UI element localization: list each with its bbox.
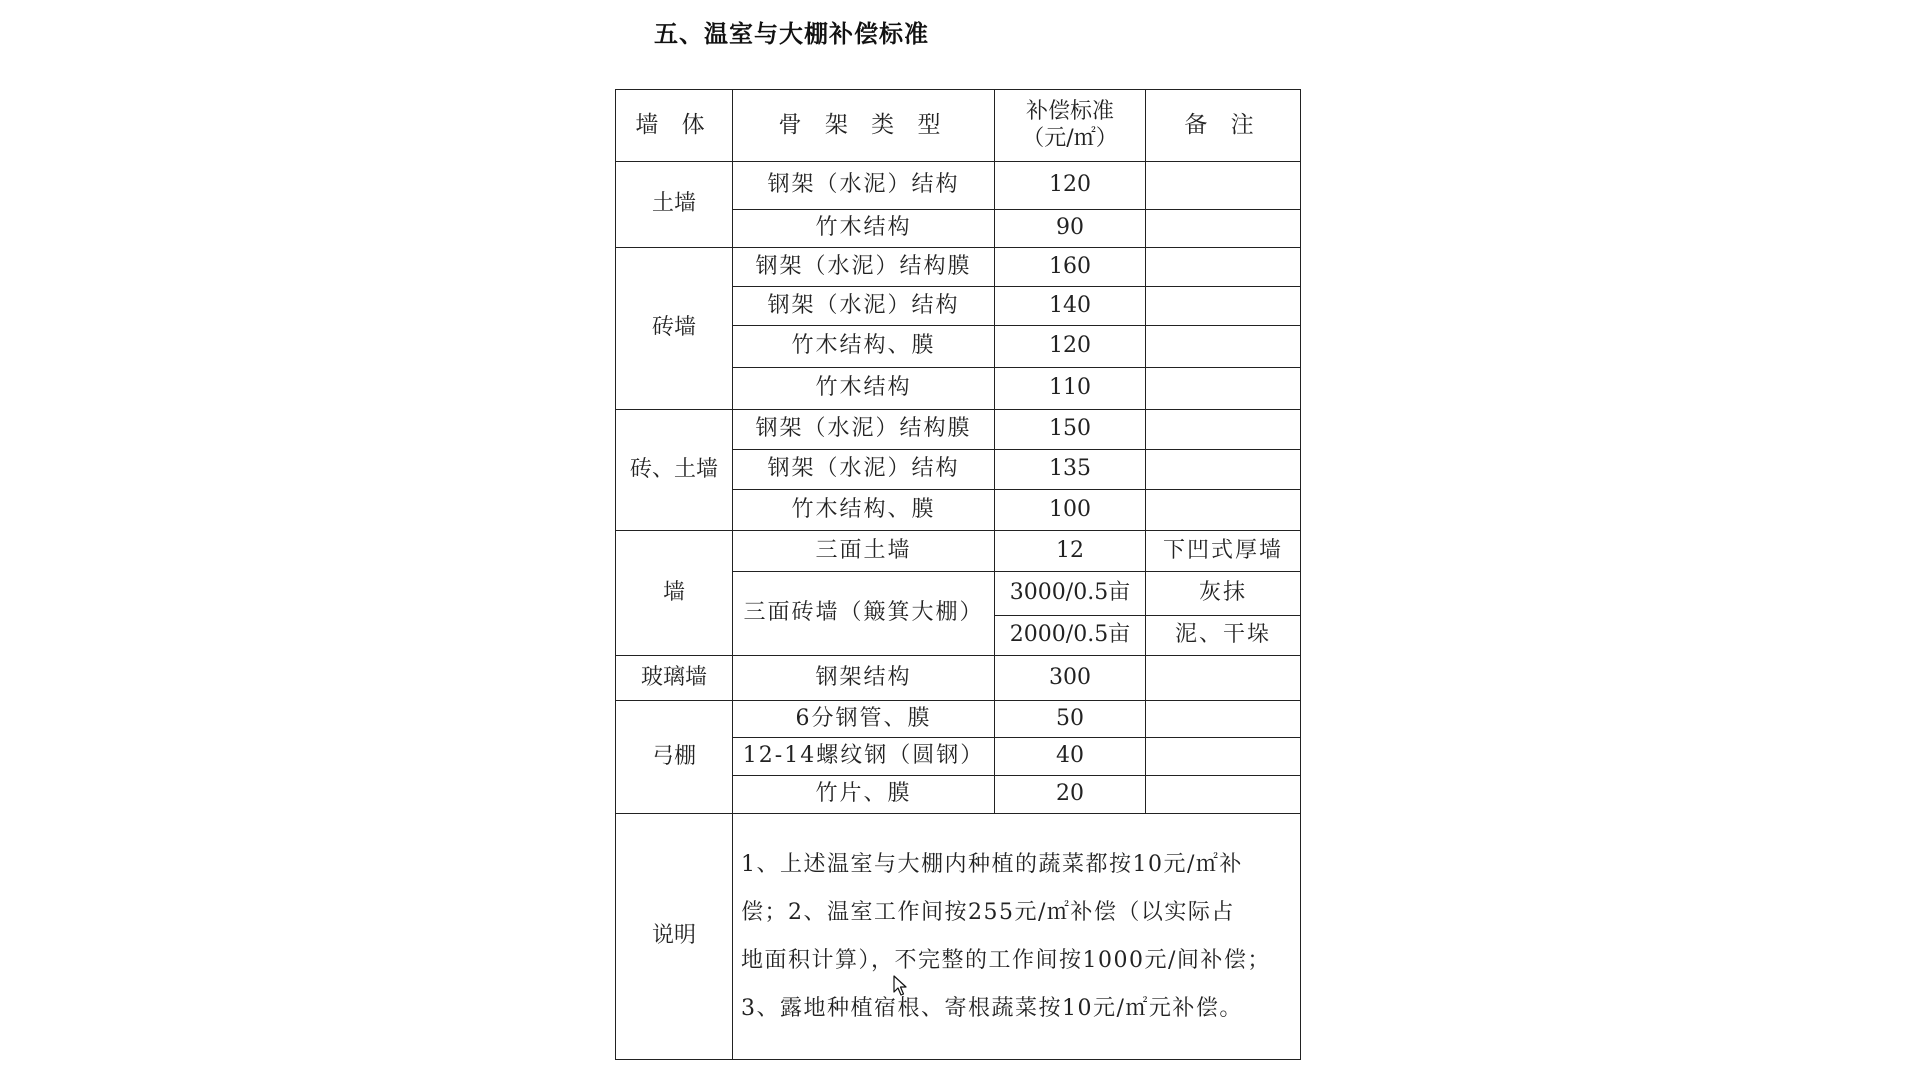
remark-cell xyxy=(1146,701,1301,738)
remark-cell xyxy=(1146,368,1301,410)
frame-cell: 竹片、膜 xyxy=(733,776,995,814)
table-row xyxy=(616,410,1301,450)
frame-cell: 竹木结构 xyxy=(733,368,995,410)
frame-cell: 钢架（水泥）结构 xyxy=(733,450,995,490)
frame-cell: 钢架（水泥）结构膜 xyxy=(733,248,995,287)
value-cell: 12 xyxy=(995,531,1146,572)
header-frame-type: 骨 架 类 型 xyxy=(733,90,995,162)
value-cell: 40 xyxy=(995,738,1146,776)
value-cell: 135 xyxy=(995,450,1146,490)
frame-cell: 钢架（水泥）结构 xyxy=(733,162,995,210)
table-row xyxy=(616,531,1301,572)
value-cell: 20 xyxy=(995,776,1146,814)
mouse-pointer-icon xyxy=(893,975,909,997)
table-row xyxy=(616,656,1301,701)
notes-row xyxy=(616,814,1301,1060)
wall-cell-brick-earth: 砖、土墙 xyxy=(616,410,733,531)
notes-content xyxy=(733,814,1301,1060)
header-wall: 墙 体 xyxy=(616,90,733,162)
notes-label: 说明 xyxy=(616,814,733,1060)
table-row xyxy=(616,248,1301,287)
header-standard-unit: （元/㎡） xyxy=(1022,125,1118,151)
value-cell: 100 xyxy=(995,490,1146,531)
remark-cell xyxy=(1146,450,1301,490)
value-cell: 140 xyxy=(995,287,1146,326)
value-cell: 150 xyxy=(995,410,1146,450)
wall-cell-glass: 玻璃墙 xyxy=(616,656,733,701)
frame-cell: 钢架（水泥）结构 xyxy=(733,287,995,326)
note-line: 偿；2、温室工作间按255元/㎡补偿（以实际占 xyxy=(741,899,1235,925)
frame-cell: 竹木结构、膜 xyxy=(733,326,995,368)
wall-cell-arch-shed: 弓棚 xyxy=(616,701,733,814)
header-standard-line1: 补偿标准 xyxy=(1025,99,1114,125)
remark-cell xyxy=(1146,210,1301,248)
remark-cell xyxy=(1146,656,1301,701)
value-cell: 2000/0.5亩 xyxy=(995,616,1146,656)
header-remark: 备 注 xyxy=(1146,90,1301,162)
frame-cell: 钢架（水泥）结构膜 xyxy=(733,410,995,450)
remark-cell: 下凹式厚墙 xyxy=(1146,531,1301,572)
note-line: 1、上述温室与大棚内种植的蔬菜都按10元/㎡补 xyxy=(741,851,1243,877)
remark-cell xyxy=(1146,248,1301,287)
frame-cell: 12-14螺纹钢（圆钢） xyxy=(733,738,995,776)
header-standard xyxy=(995,90,1146,162)
table-row xyxy=(616,162,1301,210)
wall-cell-brick: 砖墙 xyxy=(616,248,733,410)
remark-cell xyxy=(1146,410,1301,450)
wall-cell-earth: 土墙 xyxy=(616,162,733,248)
value-cell: 300 xyxy=(995,656,1146,701)
value-cell: 3000/0.5亩 xyxy=(995,572,1146,616)
remark-cell: 灰抹 xyxy=(1146,572,1301,616)
remark-cell xyxy=(1146,326,1301,368)
value-cell: 120 xyxy=(995,162,1146,210)
frame-cell: 钢架结构 xyxy=(733,656,995,701)
frame-cell: 竹木结构 xyxy=(733,210,995,248)
value-cell: 160 xyxy=(995,248,1146,287)
remark-cell xyxy=(1146,776,1301,814)
value-cell: 110 xyxy=(995,368,1146,410)
remark-cell xyxy=(1146,287,1301,326)
frame-cell: 三面砖墙（簸箕大棚） xyxy=(733,572,995,656)
compensation-table xyxy=(615,89,1301,1060)
remark-cell xyxy=(1146,490,1301,531)
value-cell: 90 xyxy=(995,210,1146,248)
value-cell: 120 xyxy=(995,326,1146,368)
table-row xyxy=(616,701,1301,738)
note-line: 3、露地种植宿根、寄根蔬菜按10元/㎡元补偿。 xyxy=(741,995,1243,1021)
value-cell: 50 xyxy=(995,701,1146,738)
frame-cell: 竹木结构、膜 xyxy=(733,490,995,531)
frame-cell: 三面土墙 xyxy=(733,531,995,572)
section-title: 五、温室与大棚补偿标准 xyxy=(654,20,929,48)
remark-cell xyxy=(1146,738,1301,776)
table-header-row xyxy=(616,90,1301,162)
remark-cell: 泥、干垛 xyxy=(1146,616,1301,656)
wall-cell-wall: 墙 xyxy=(616,531,733,656)
note-line: 地面积计算），不完整的工作间按1000元/间补偿； xyxy=(741,947,1271,973)
remark-cell xyxy=(1146,162,1301,210)
frame-cell: 6分钢管、膜 xyxy=(733,701,995,738)
